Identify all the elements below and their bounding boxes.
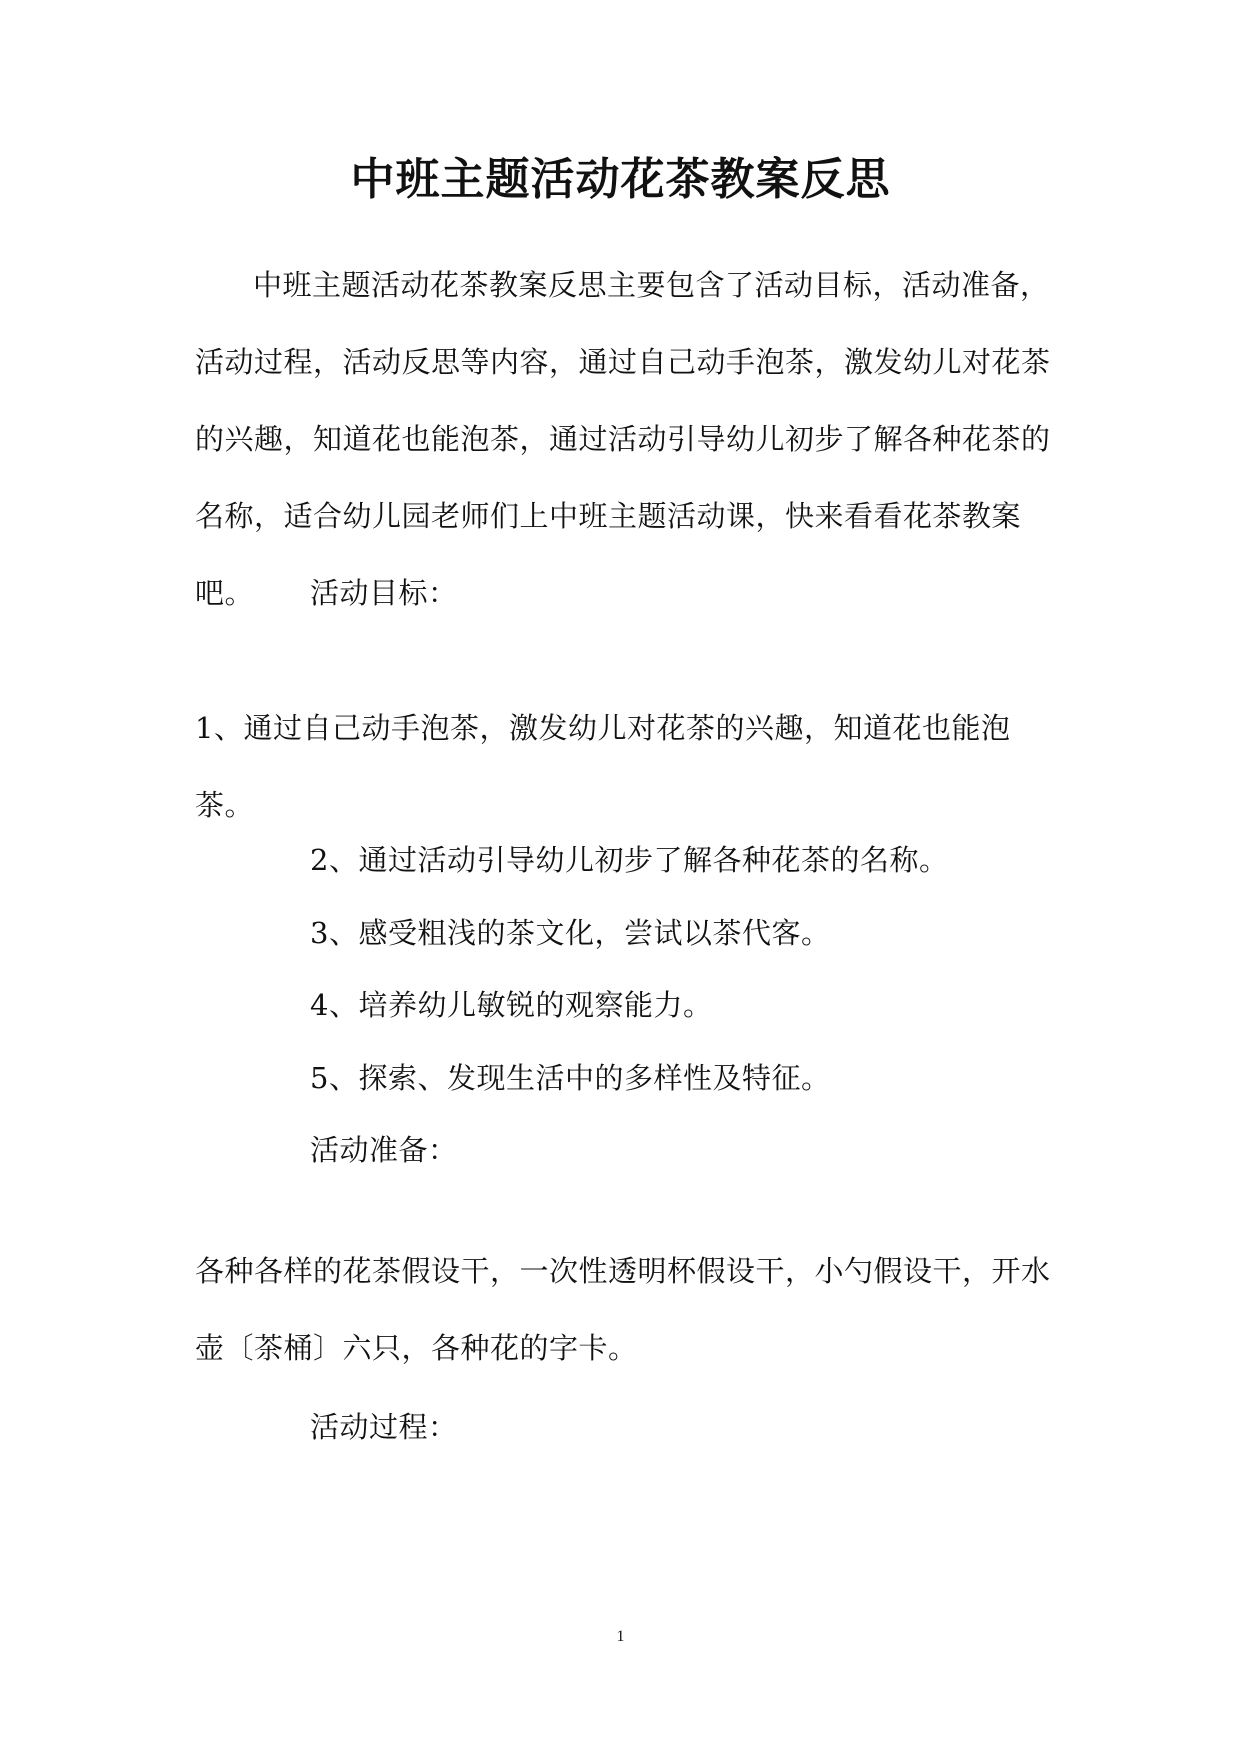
goal-item-1: 1、通过自己动手泡茶，激发幼儿对花茶的兴趣，知道花也能泡茶。: [195, 711, 1011, 822]
goal-item-5: 5、探索、发现生活中的多样性及特征。: [310, 1061, 831, 1095]
goal-item-3: 3、感受粗浅的茶文化，尝试以茶代客。: [310, 916, 831, 950]
intro-paragraph: 中班主题活动花茶教案反思主要包含了活动目标，活动准备，活动过程，活动反思等内容，通过自己动手泡茶，激发幼儿对花茶的兴趣，知道花也能泡茶，通过活动引导幼儿初步了解各种花茶的名称，适合幼儿园老师们上中班主题活动课，快来看看花茶教案吧。: [195, 268, 1051, 610]
prep-heading: 活动准备：: [310, 1133, 458, 1167]
goal-item-4: 4、培养幼儿敏锐的观察能力。: [310, 988, 713, 1022]
goals-heading: 活动目标：: [310, 576, 458, 610]
goal-item-2: 2、通过活动引导幼儿初步了解各种花茶的名称。: [310, 843, 949, 877]
prep-paragraph: 各种各样的花茶假设干，一次性透明杯假设干，小勺假设干，开水壶〔茶桶〕六只，各种花的字卡。: [195, 1254, 1051, 1365]
process-heading: 活动过程：: [310, 1410, 458, 1444]
document-title: 中班主题活动花茶教案反思: [350, 154, 891, 205]
page-number: 1: [616, 1628, 625, 1645]
